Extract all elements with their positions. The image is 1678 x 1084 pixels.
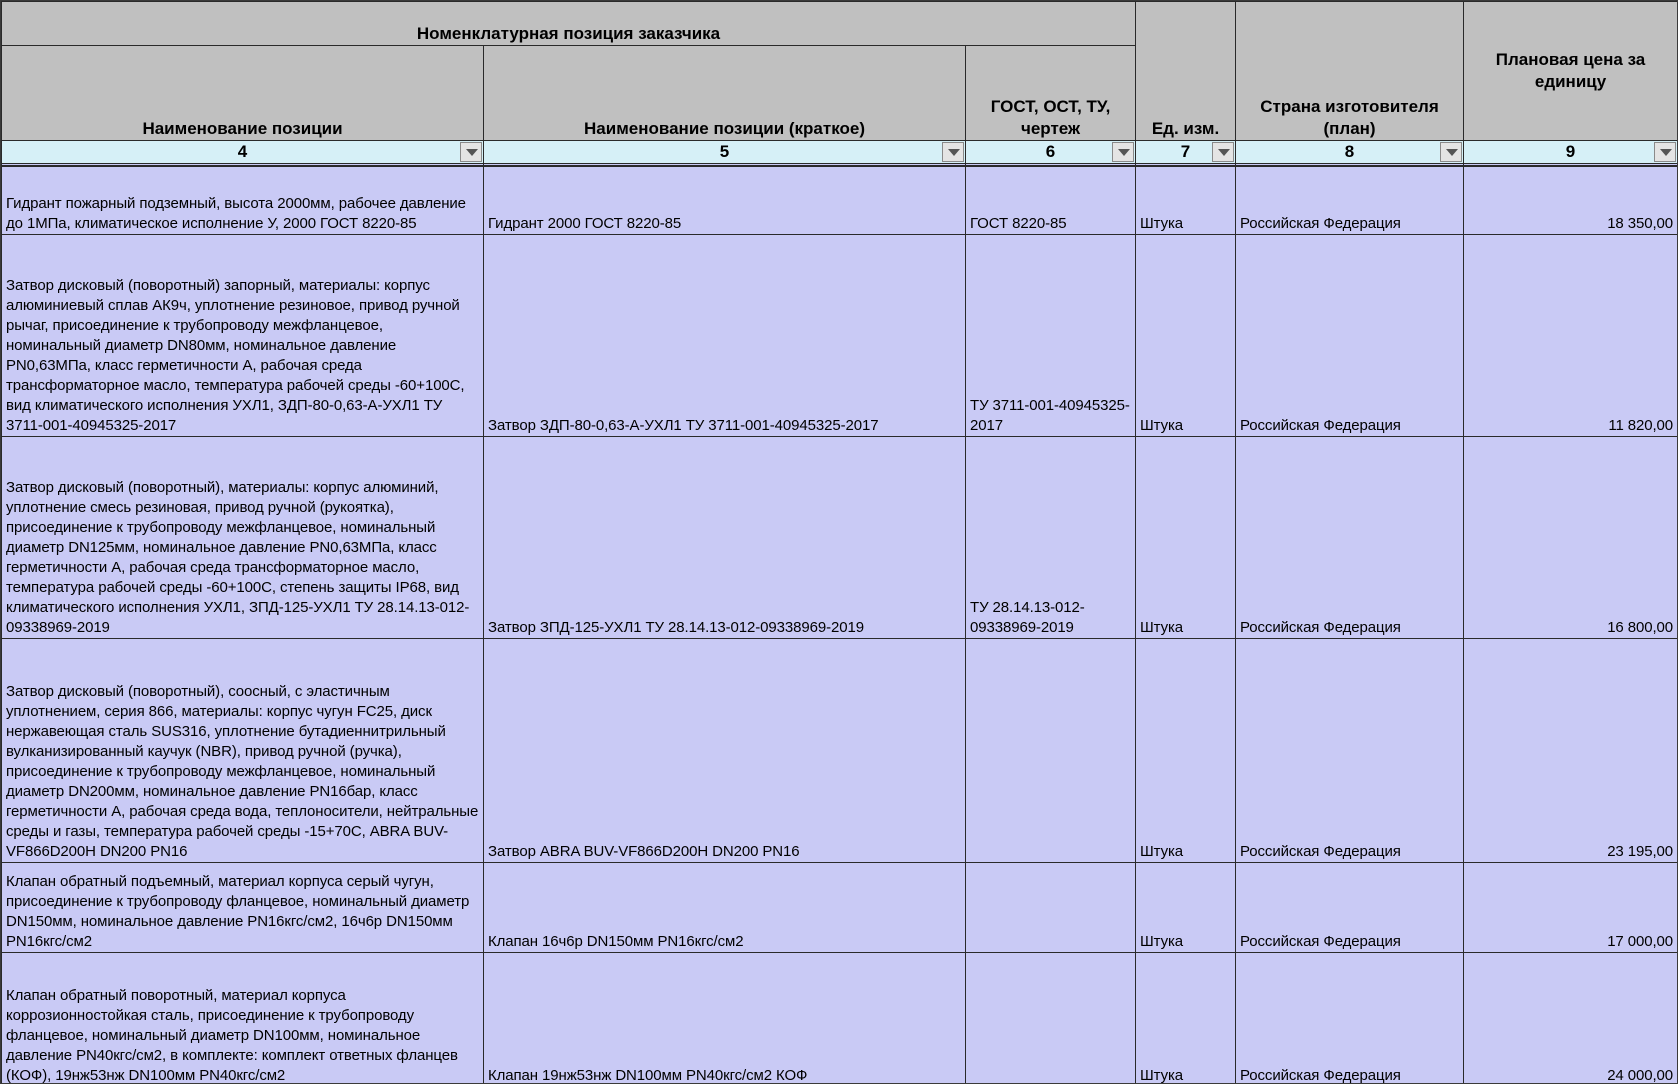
col-number: 9 bbox=[1565, 142, 1576, 161]
cell-unit[interactable]: Штука bbox=[1136, 638, 1236, 862]
cell-name[interactable]: Затвор дисковый (поворотный), соосный, с эластичным уплотнением, серия 866, материалы: корпус чугун FC25, диск нержавеющая сталь SUS316, уплотнение бутадиеннитрильный вулканизированный каучук (NBR), привод ручной (ручка), присоединение к трубопроводу межфланцевое, номинальный диаметр DN200мм, номинальное давление PN16бар, класс герметичности А, рабочая среда вода, теплоносители, нейтральные среды и газы, температура рабочей среды -15+70С, ABRA BUV-VF866D200H DN200 PN16 bbox=[2, 638, 484, 862]
cell-short-name[interactable]: Затвор ЗДП-80-0,63-А-УХЛ1 ТУ 3711-001-40945325-2017 bbox=[484, 234, 966, 436]
col-number-cell bbox=[1236, 141, 1464, 164]
cell-unit[interactable]: Штука bbox=[1136, 952, 1236, 1084]
cell-short-name[interactable]: Затвор ABRA BUV-VF866D200H DN200 PN16 bbox=[484, 638, 966, 862]
cell-unit[interactable]: Штука bbox=[1136, 436, 1236, 638]
cell-gost[interactable] bbox=[966, 952, 1136, 1084]
header-gost: ГОСТ, ОСТ, ТУ, чертеж bbox=[966, 46, 1136, 141]
table-row[interactable] bbox=[2, 166, 1678, 234]
col-number: 7 bbox=[1180, 142, 1191, 161]
cell-short-name[interactable]: Гидрант 2000 ГОСТ 8220-85 bbox=[484, 166, 966, 234]
cell-price[interactable]: 11 820,00 bbox=[1464, 234, 1678, 436]
cell-price[interactable]: 16 800,00 bbox=[1464, 436, 1678, 638]
cell-short-name[interactable]: Клапан 19нж53нж DN100мм PN40кгс/см2 КОФ bbox=[484, 952, 966, 1084]
col-number: 4 bbox=[237, 142, 248, 161]
table-row[interactable] bbox=[2, 952, 1678, 1084]
col-number-cell bbox=[966, 141, 1136, 164]
cell-country[interactable]: Российская Федерация bbox=[1236, 952, 1464, 1084]
cell-short-name[interactable]: Клапан 16ч6р DN150мм PN16кгс/см2 bbox=[484, 862, 966, 952]
cell-gost[interactable] bbox=[966, 862, 1136, 952]
filter-dropdown-icon[interactable] bbox=[942, 142, 964, 162]
cell-price[interactable]: 18 350,00 bbox=[1464, 166, 1678, 234]
cell-name[interactable]: Клапан обратный поворотный, материал корпуса коррозионностойкая сталь, присоединение к трубопроводу фланцевое, номинальный диаметр DN100мм, номинальное давление PN40кгс/см2, в комплекте: комплект ответных фланцев (КОФ), 19нж53нж DN100мм PN40кгс/см2 bbox=[2, 952, 484, 1084]
header-price: Плановая цена за единицу bbox=[1464, 2, 1678, 141]
table-row[interactable] bbox=[2, 862, 1678, 952]
header-name: Наименование позиции bbox=[2, 46, 484, 141]
filter-dropdown-icon[interactable] bbox=[1212, 142, 1234, 162]
col-number-cell bbox=[484, 141, 966, 164]
header-unit: Ед. изм. bbox=[1136, 2, 1236, 141]
col-number-cell bbox=[2, 141, 484, 164]
cell-short-name[interactable]: Затвор ЗПД-125-УХЛ1 ТУ 28.14.13-012-09338969-2019 bbox=[484, 436, 966, 638]
cell-name[interactable]: Затвор дисковый (поворотный), материалы: корпус алюминий, уплотнение смесь резиновая, привод ручной (рукоятка), присоединение к трубопроводу межфланцевое, номинальный диаметр DN125мм, номинальное давление PN0,63МПа, класс герметичности А, рабочая среда трансформаторное масло, температура рабочей среды -60+100С, степень защиты IP68, вид климатического исполнения УХЛ1, ЗПД-125-УХЛ1 ТУ 28.14.13-012-09338969-2019 bbox=[2, 436, 484, 638]
cell-name[interactable]: Затвор дисковый (поворотный) запорный, материалы: корпус алюминиевый сплав АК9ч, уплотнение резиновое, привод ручной рычаг, присоединение к трубопроводу межфланцевое, номинальный диаметр DN80мм, номинальное давление PN0,63МПа, класс герметичности А, рабочая среда трансформаторное масло, температура рабочей среды -60+100С, вид климатического исполнения УХЛ1, ЗДП-80-0,63-А-УХЛ1 ТУ 3711-001-40945325-2017 bbox=[2, 234, 484, 436]
cell-country[interactable]: Российская Федерация bbox=[1236, 234, 1464, 436]
cell-gost[interactable]: ГОСТ 8220-85 bbox=[966, 166, 1136, 234]
cell-country[interactable]: Российская Федерация bbox=[1236, 166, 1464, 234]
cell-unit[interactable]: Штука bbox=[1136, 166, 1236, 234]
cell-gost[interactable] bbox=[966, 638, 1136, 862]
cell-price[interactable]: 23 195,00 bbox=[1464, 638, 1678, 862]
nomenclature-table bbox=[1, 1, 1678, 1084]
header-country: Страна изготовителя (план) bbox=[1236, 2, 1464, 141]
col-number-cell bbox=[1136, 141, 1236, 164]
cell-gost[interactable]: ТУ 3711-001-40945325-2017 bbox=[966, 234, 1136, 436]
cell-country[interactable]: Российская Федерация bbox=[1236, 638, 1464, 862]
cell-unit[interactable]: Штука bbox=[1136, 862, 1236, 952]
col-number: 5 bbox=[719, 142, 730, 161]
cell-gost[interactable]: ТУ 28.14.13-012-09338969-2019 bbox=[966, 436, 1136, 638]
table-row[interactable] bbox=[2, 234, 1678, 436]
col-number: 6 bbox=[1045, 142, 1056, 161]
cell-name[interactable]: Клапан обратный подъемный, материал корпуса серый чугун, присоединение к трубопроводу фланцевое, номинальный диаметр DN150мм, номинальное давление PN16кгс/см2, 16ч6р DN150мм PN16кгс/см2 bbox=[2, 862, 484, 952]
col-number-cell bbox=[1464, 141, 1678, 164]
filter-dropdown-icon[interactable] bbox=[1440, 142, 1462, 162]
cell-country[interactable]: Российская Федерация bbox=[1236, 862, 1464, 952]
cell-price[interactable]: 17 000,00 bbox=[1464, 862, 1678, 952]
cell-country[interactable]: Российская Федерация bbox=[1236, 436, 1464, 638]
filter-dropdown-icon[interactable] bbox=[1112, 142, 1134, 162]
cell-price[interactable]: 24 000,00 bbox=[1464, 952, 1678, 1084]
cell-name[interactable]: Гидрант пожарный подземный, высота 2000мм, рабочее давление до 1МПа, климатическое исполнение У, 2000 ГОСТ 8220-85 bbox=[2, 166, 484, 234]
col-number: 8 bbox=[1344, 142, 1355, 161]
column-number-row bbox=[2, 141, 1678, 164]
filter-dropdown-icon[interactable] bbox=[460, 142, 482, 162]
table-row[interactable] bbox=[2, 638, 1678, 862]
filter-dropdown-icon[interactable] bbox=[1654, 142, 1676, 162]
header-short-name: Наименование позиции (краткое) bbox=[484, 46, 966, 141]
cell-unit[interactable]: Штука bbox=[1136, 234, 1236, 436]
table-row[interactable] bbox=[2, 436, 1678, 638]
header-group-title: Номенклатурная позиция заказчика bbox=[2, 2, 1136, 46]
